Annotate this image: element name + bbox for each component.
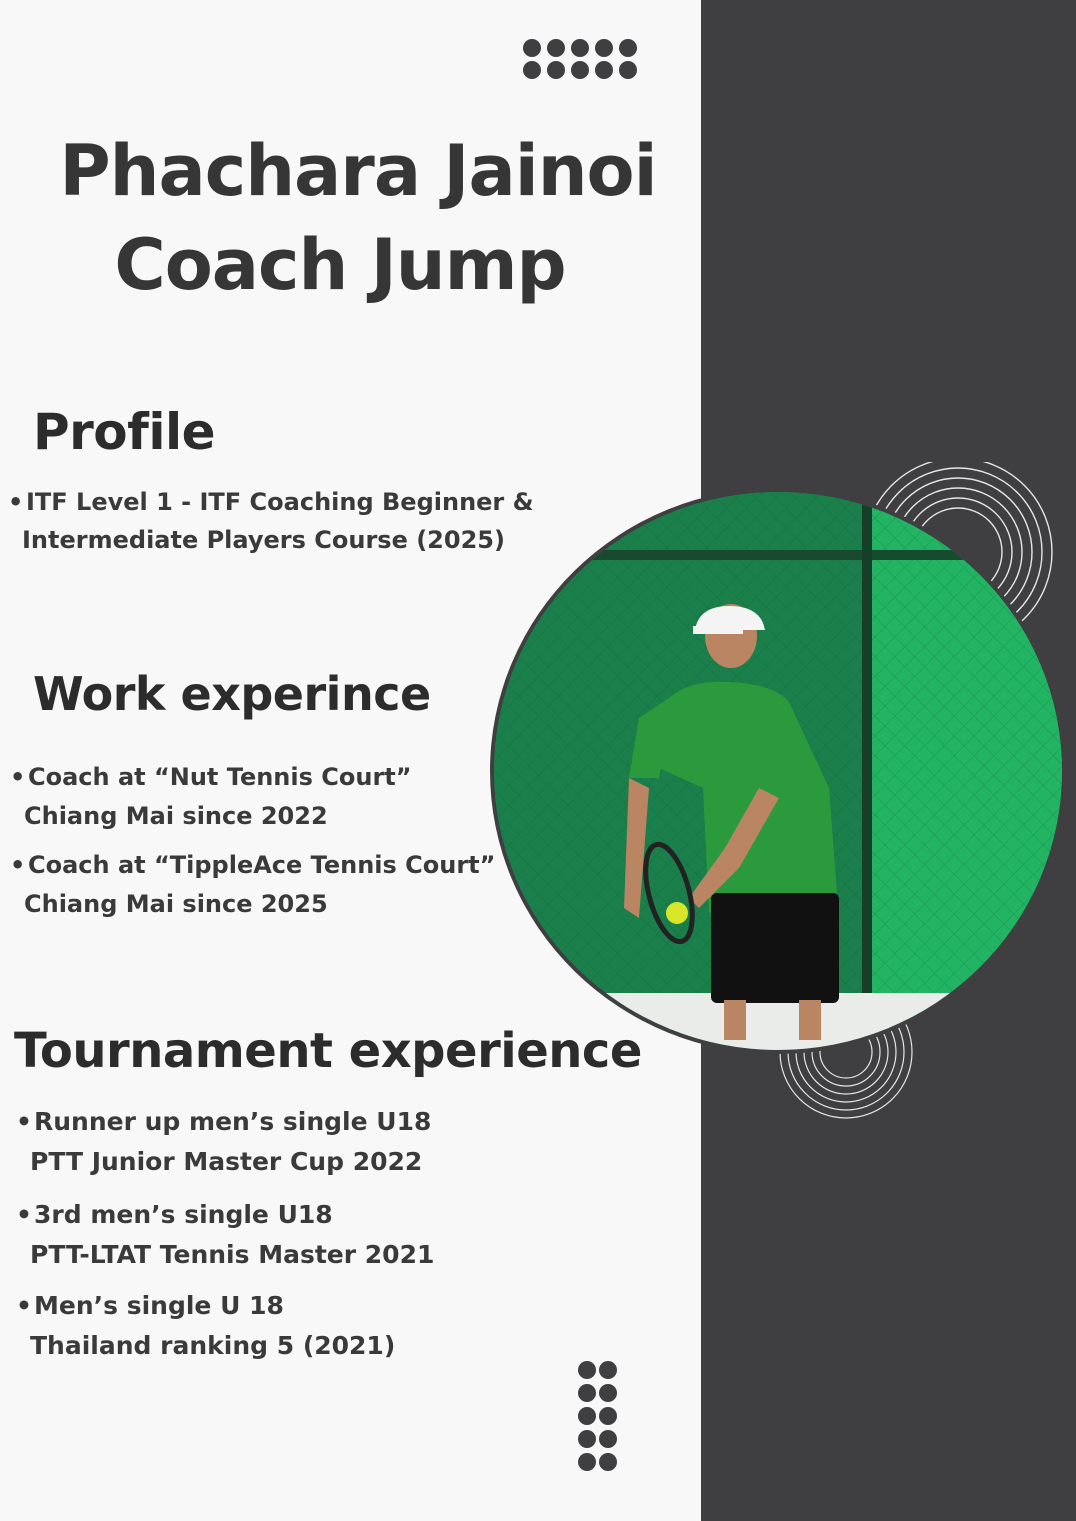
bullet: • xyxy=(8,488,24,516)
work-item-line2: Chiang Mai since 2022 xyxy=(24,802,328,830)
work-item-line2: Chiang Mai since 2025 xyxy=(24,890,328,918)
work-heading: Work experince xyxy=(33,667,431,721)
work-item xyxy=(10,758,412,836)
tournament-heading: Tournament experience xyxy=(14,1023,642,1079)
work-item-line1: Coach at “TippleAce Tennis Court” xyxy=(28,851,496,879)
bullet: • xyxy=(16,1291,32,1320)
profile-heading: Profile xyxy=(33,403,216,461)
tournament-item-line1: 3rd men’s single U18 xyxy=(34,1200,333,1229)
profile-item-line1: ITF Level 1 - ITF Coaching Beginner & xyxy=(26,488,534,516)
profile-item-line2: Intermediate Players Course (2025) xyxy=(22,526,505,554)
tournament-item xyxy=(16,1102,432,1182)
tournament-item-line2: PTT Junior Master Cup 2022 xyxy=(30,1147,423,1176)
coach-photo xyxy=(489,488,1067,1054)
profile-item xyxy=(8,483,534,559)
work-item xyxy=(10,846,496,924)
tournament-item-line2: PTT-LTAT Tennis Master 2021 xyxy=(30,1240,435,1269)
tournament-item xyxy=(16,1195,435,1275)
dot-grid-icon xyxy=(578,1361,617,1471)
bullet: • xyxy=(10,763,26,791)
bullet: • xyxy=(10,851,26,879)
dot-grid-icon xyxy=(523,39,637,79)
tournament-item-line1: Runner up men’s single U18 xyxy=(34,1107,432,1136)
work-item-line1: Coach at “Nut Tennis Court” xyxy=(28,763,412,791)
tournament-item-line1: Men’s single U 18 xyxy=(34,1291,284,1320)
tournament-item-line2: Thailand ranking 5 (2021) xyxy=(30,1331,396,1360)
tournament-item xyxy=(16,1286,396,1366)
bullet: • xyxy=(16,1200,32,1229)
name-title: Phachara Jainoi xyxy=(59,130,657,212)
nickname-title: Coach Jump xyxy=(114,224,566,306)
bullet: • xyxy=(16,1107,32,1136)
